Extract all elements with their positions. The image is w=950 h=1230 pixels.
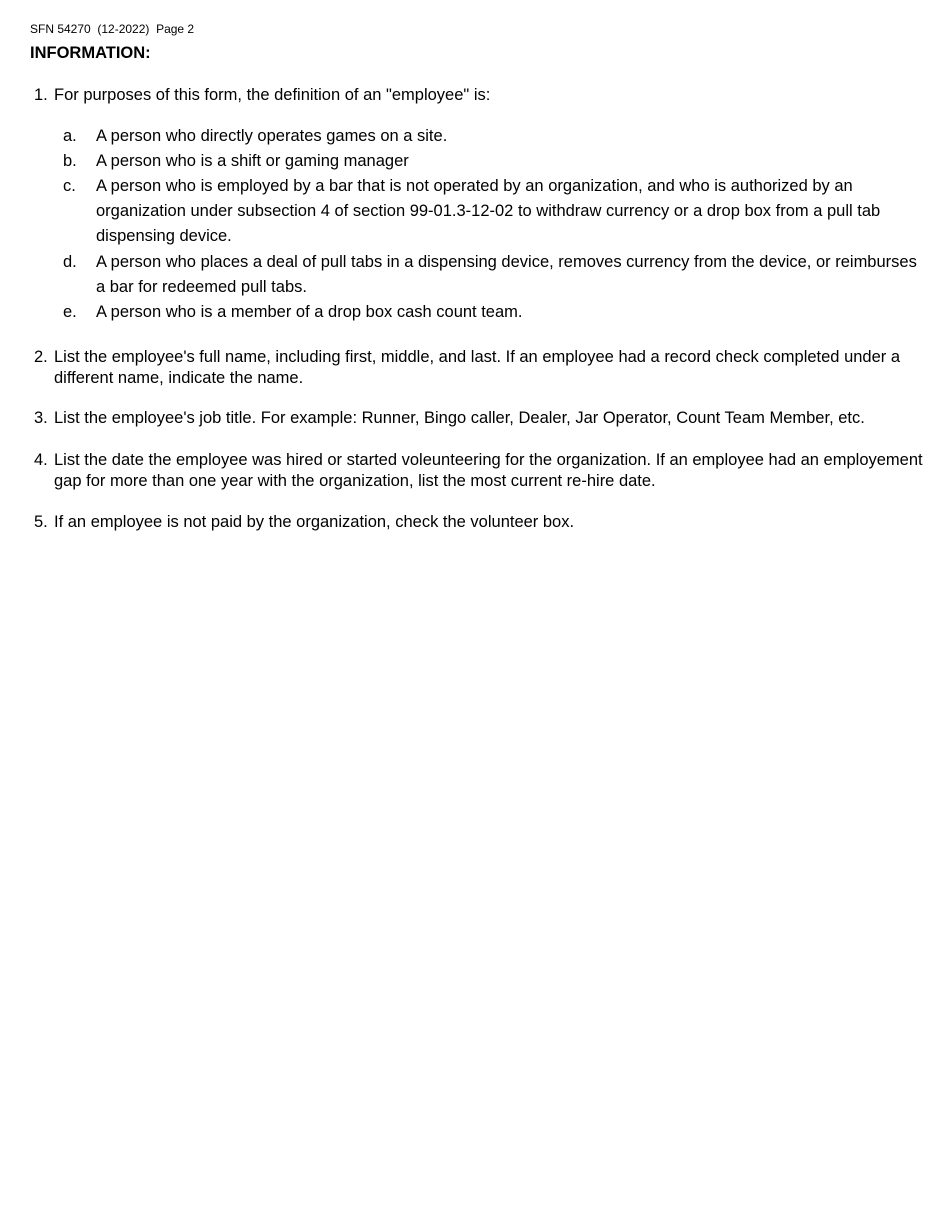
item-number: 4. — [34, 451, 48, 469]
subitem-letter: d. — [63, 253, 77, 271]
instruction-item-4 — [34, 450, 924, 492]
item-text: If an employee is not paid by the organization, check the volunteer box. — [54, 513, 575, 531]
section-title: INFORMATION: — [30, 44, 151, 62]
subitem-letter: e. — [63, 303, 77, 321]
item-number: 3. — [34, 409, 48, 427]
instruction-item-3 — [34, 408, 924, 429]
definition-subitem-b — [63, 149, 923, 174]
instruction-item-1 — [34, 85, 924, 106]
definition-subitem-a — [63, 124, 923, 149]
item-text: List the date the employee was hired or started voleunteering for the organization. If an employee had an employement gap for more than one year with the organization, list the most current re-hire date. — [54, 451, 923, 490]
subitem-letter: b. — [63, 152, 77, 170]
item-text: For purposes of this form, the definition of an "employee" is: — [54, 86, 491, 104]
item-text: List the employee's full name, including first, middle, and last. If an employee had a record check completed under a different name, indicate the name. — [54, 348, 901, 387]
instruction-item-5 — [34, 512, 924, 533]
item-number: 5. — [34, 513, 48, 531]
item-text: List the employee's job title. For example: Runner, Bingo caller, Dealer, Jar Operator, Count Team Member, etc. — [54, 409, 865, 427]
subitem-letter: a. — [63, 127, 77, 145]
subitem-letter: c. — [63, 177, 76, 195]
subitem-text: A person who directly operates games on a site. — [96, 127, 448, 145]
subitem-text: A person who places a deal of pull tabs in a dispensing device, removes currency from the device, or reimburses a bar for redeemed pull tabs. — [96, 253, 917, 296]
definition-subitem-d — [63, 250, 923, 300]
instruction-item-2 — [34, 347, 924, 389]
subitem-text: A person who is a member of a drop box cash count team. — [96, 303, 523, 321]
item-number: 2. — [34, 348, 48, 366]
definition-subitem-e — [63, 300, 923, 325]
form-identifier: SFN 54270 (12-2022) Page 2 — [30, 22, 195, 36]
subitem-text: A person who is employed by a bar that is not operated by an organization, and who is authorized by an organization under subsection 4 of section 99-01.3-12-02 to withdraw currency or a drop box from a pull tab dispensing device. — [96, 177, 881, 245]
subitem-text: A person who is a shift or gaming manager — [96, 152, 409, 170]
item-number: 1. — [34, 86, 48, 104]
definition-subitem-c — [63, 174, 923, 249]
